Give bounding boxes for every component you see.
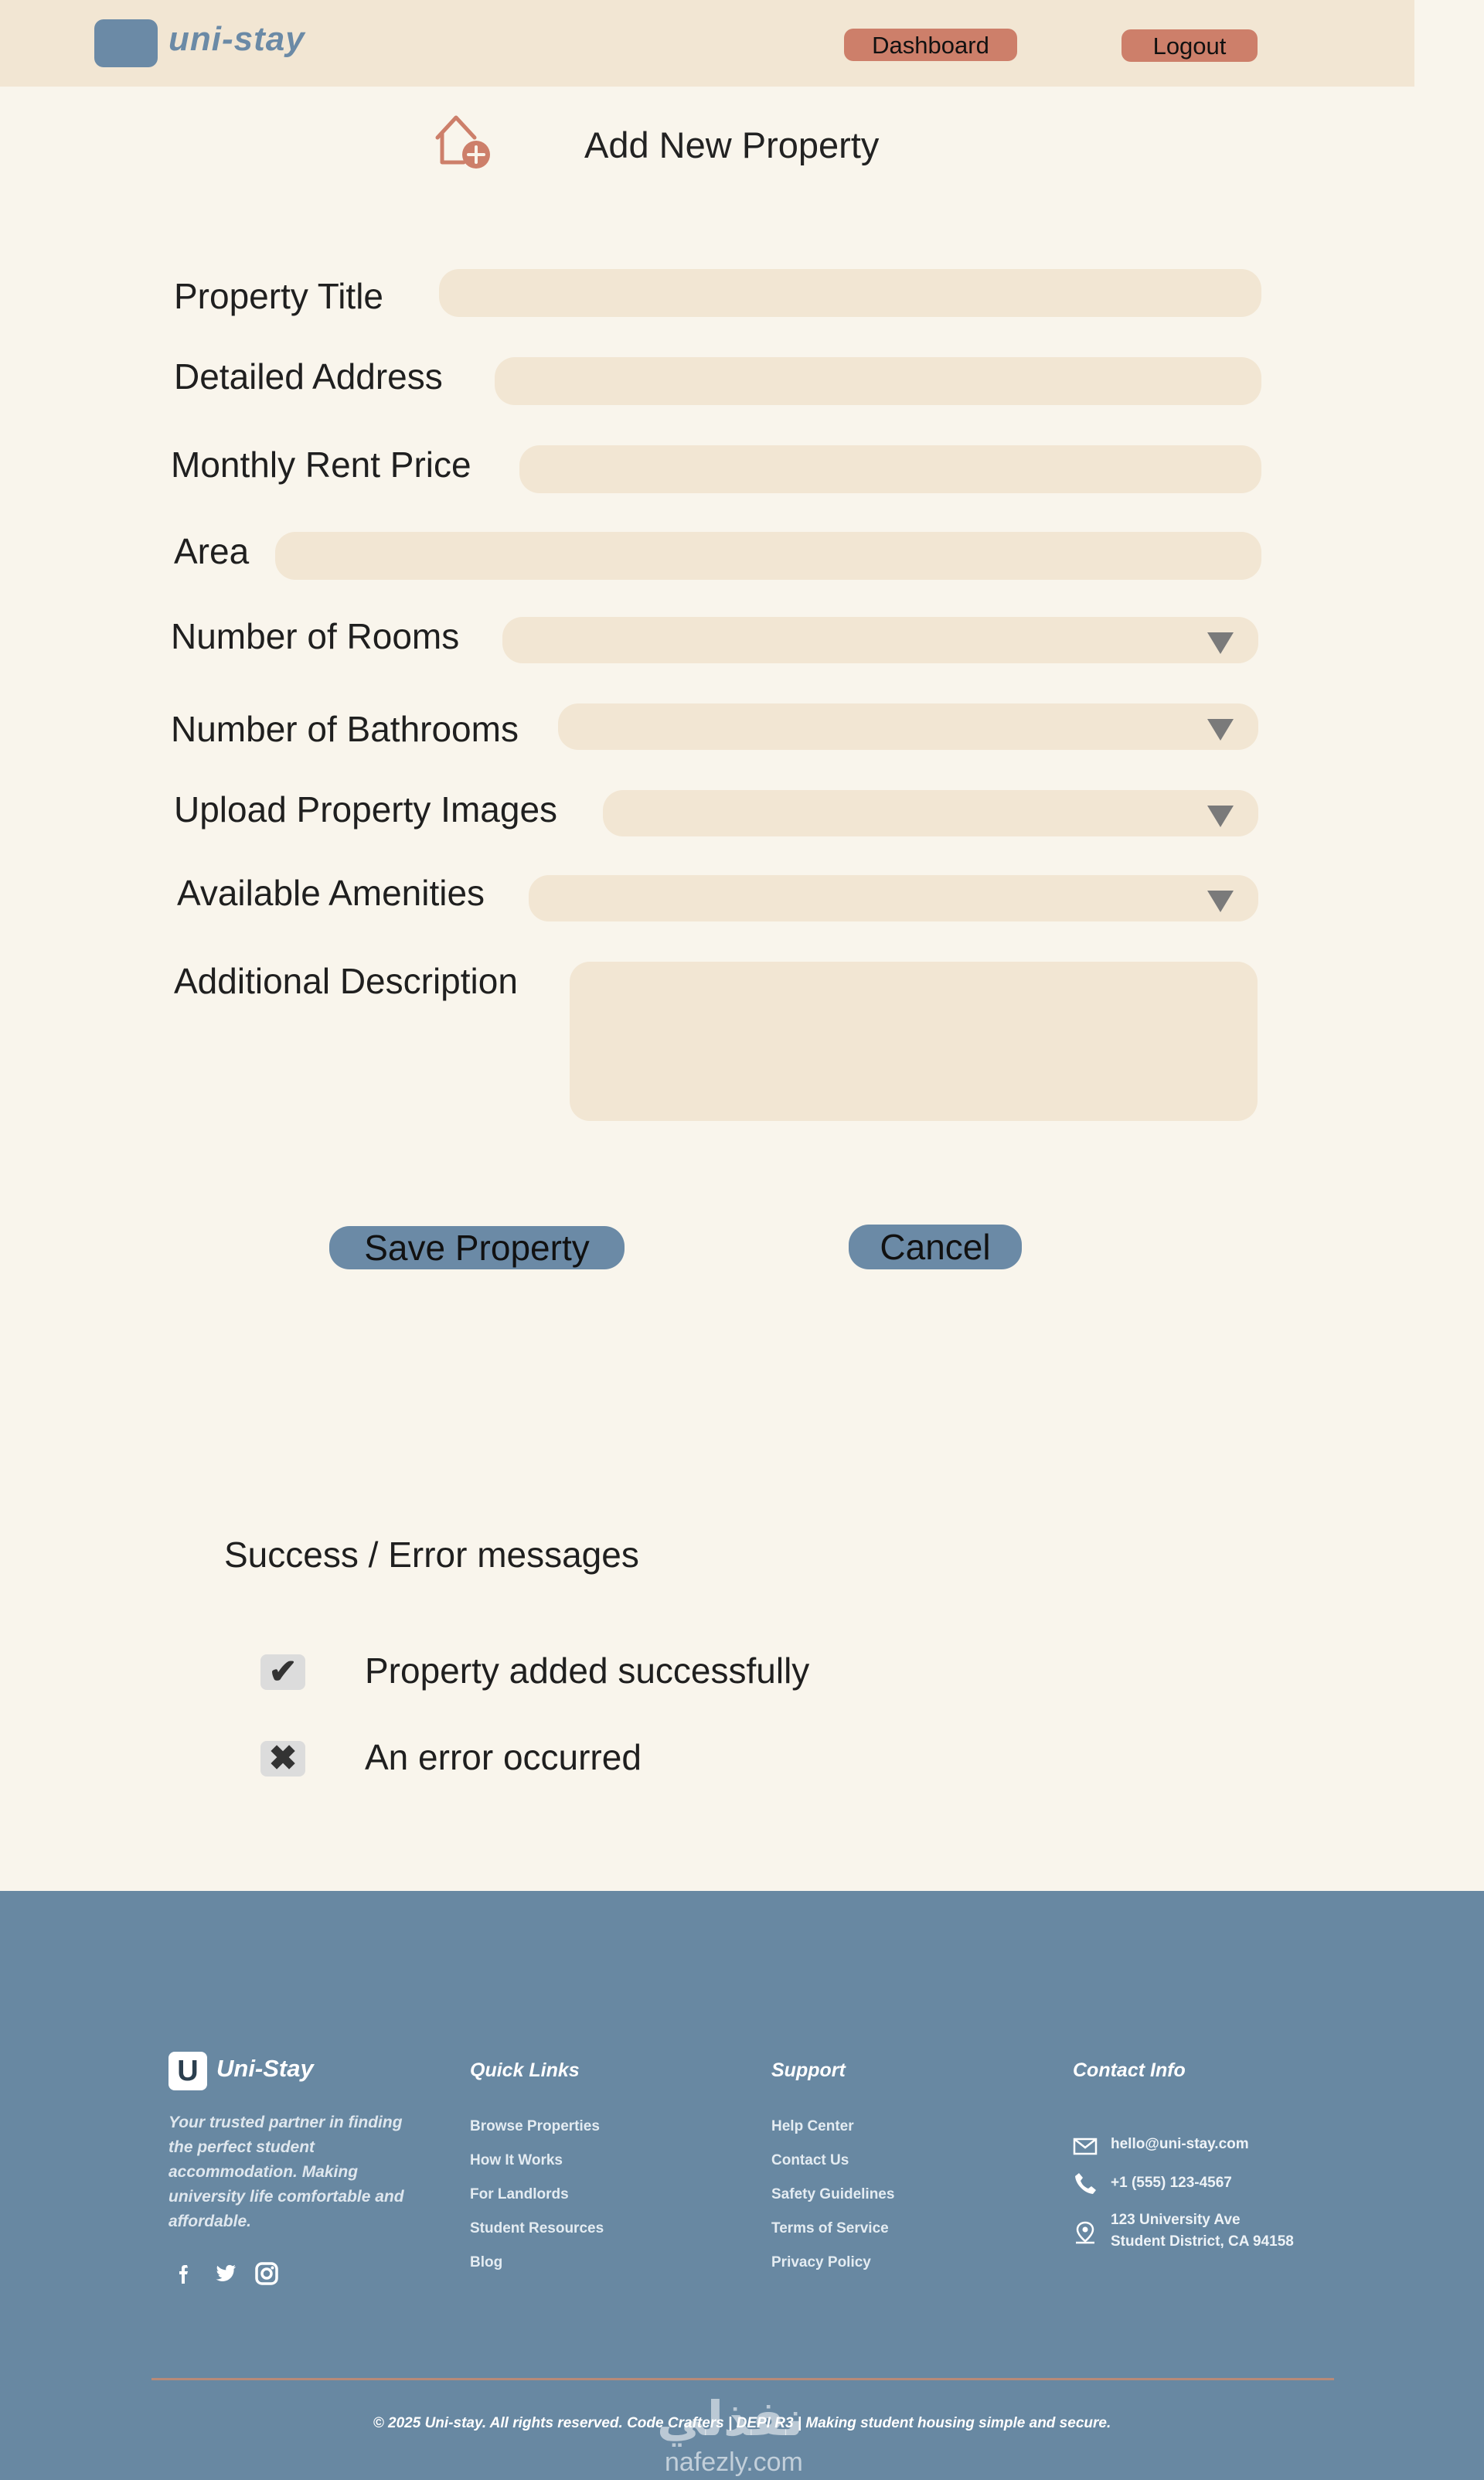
watermark-arabic: نفذلي xyxy=(657,2390,804,2447)
footer-link-browse-properties[interactable]: Browse Properties xyxy=(470,2118,600,2134)
house-add-icon xyxy=(430,108,493,172)
amenities-select[interactable] xyxy=(529,875,1258,921)
messages-heading: Success / Error messages xyxy=(224,1535,639,1575)
address-label: Detailed Address xyxy=(174,356,443,397)
images-label: Upload Property Images xyxy=(174,789,558,830)
footer-link-for-landlords[interactable]: For Landlords xyxy=(470,2186,569,2202)
dashboard-button[interactable]: Dashboard xyxy=(844,29,1017,61)
top-header xyxy=(0,0,1414,87)
footer-brand[interactable]: Uni-Stay xyxy=(216,2055,314,2082)
contact-info-title: Contact Info xyxy=(1073,2059,1186,2081)
area-input[interactable] xyxy=(275,532,1261,580)
logo-icon[interactable] xyxy=(94,19,158,67)
contact-address-line1: 123 University Ave xyxy=(1111,2212,1241,2228)
footer-link-how-it-works[interactable]: How It Works xyxy=(470,2152,563,2168)
logout-button[interactable]: Logout xyxy=(1122,29,1258,62)
footer-logo-badge[interactable]: U xyxy=(168,2052,207,2090)
amenities-label: Available Amenities xyxy=(177,873,485,913)
check-icon: ✔ xyxy=(260,1654,305,1690)
description-label: Additional Description xyxy=(174,961,518,1001)
instagram-icon[interactable] xyxy=(254,2260,280,2287)
mail-icon xyxy=(1073,2134,1098,2158)
contact-address xyxy=(1111,2209,1294,2253)
property-title-label: Property Title xyxy=(174,276,383,316)
rent-price-input[interactable] xyxy=(519,445,1261,493)
footer-link-help-center[interactable]: Help Center xyxy=(771,2118,854,2134)
support-title: Support xyxy=(771,2059,846,2081)
cancel-button[interactable]: Cancel xyxy=(849,1225,1022,1269)
quick-links-title: Quick Links xyxy=(470,2059,580,2081)
footer-divider xyxy=(151,2378,1334,2380)
brand-name[interactable]: uni-stay xyxy=(168,20,305,58)
success-message: Property added successfully xyxy=(365,1650,810,1691)
rooms-label: Number of Rooms xyxy=(171,616,460,656)
footer-description: Your trusted partner in finding the perfect student accommodation. Making university life comfortable and affordable. xyxy=(168,2114,404,2230)
bathrooms-label: Number of Bathrooms xyxy=(171,709,519,749)
address-input[interactable] xyxy=(495,357,1261,405)
bathrooms-select[interactable] xyxy=(558,703,1258,750)
chevron-down-icon xyxy=(1207,719,1234,741)
description-textarea[interactable] xyxy=(570,962,1258,1121)
chevron-down-icon xyxy=(1207,806,1234,827)
footer-copyright: © 2025 Uni-stay. All rights reserved. Code Crafters | DEPI R3 | Making student housing simple and secure. xyxy=(373,2415,1111,2431)
contact-phone[interactable]: +1 (555) 123-4567 xyxy=(1111,2175,1232,2191)
facebook-icon[interactable] xyxy=(172,2260,198,2287)
x-icon: ✖ xyxy=(260,1741,305,1777)
chevron-down-icon xyxy=(1207,891,1234,912)
page-title: Add New Property xyxy=(584,124,880,165)
rooms-select[interactable] xyxy=(502,617,1258,663)
area-label: Area xyxy=(174,531,250,571)
footer-link-privacy-policy[interactable]: Privacy Policy xyxy=(771,2254,871,2270)
footer-link-student-resources[interactable]: Student Resources xyxy=(470,2220,604,2236)
error-message: An error occurred xyxy=(365,1737,642,1777)
footer-link-blog[interactable]: Blog xyxy=(470,2254,503,2270)
contact-email[interactable]: hello@uni-stay.com xyxy=(1111,2136,1249,2152)
contact-address-line2: Student District, CA 94158 xyxy=(1111,2233,1294,2250)
footer-link-contact-us[interactable]: Contact Us xyxy=(771,2152,849,2168)
watermark-latin: nafezly.com xyxy=(665,2448,803,2477)
images-upload-select[interactable] xyxy=(603,790,1258,836)
save-property-button[interactable]: Save Property xyxy=(329,1226,625,1269)
property-title-input[interactable] xyxy=(439,269,1261,317)
footer-link-terms-of-service[interactable]: Terms of Service xyxy=(771,2220,889,2236)
footer-link-safety-guidelines[interactable]: Safety Guidelines xyxy=(771,2186,895,2202)
twitter-icon[interactable] xyxy=(212,2260,238,2287)
phone-icon xyxy=(1073,2171,1098,2196)
chevron-down-icon xyxy=(1207,632,1234,654)
location-pin-icon xyxy=(1073,2220,1098,2245)
rent-price-label: Monthly Rent Price xyxy=(171,445,471,485)
